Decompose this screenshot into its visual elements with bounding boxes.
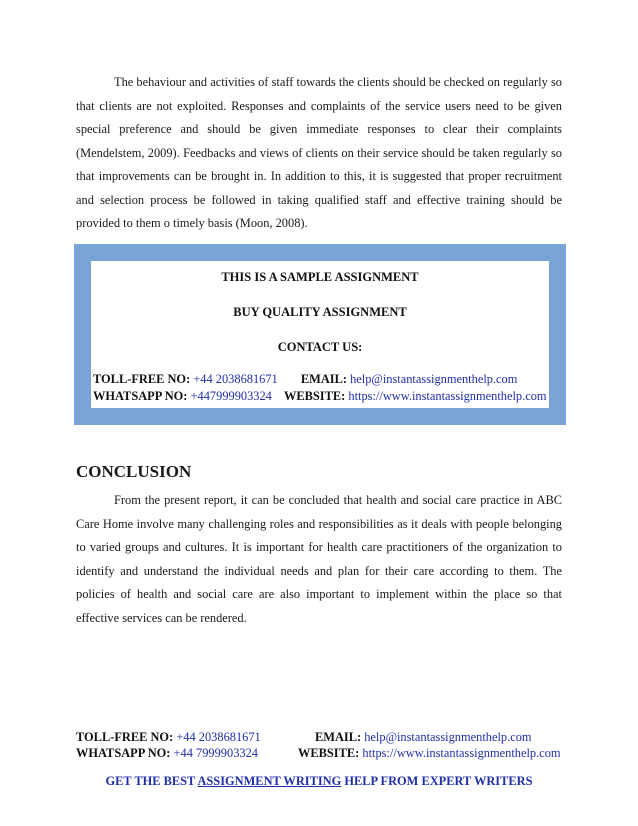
- banner-contact-heading: CONTACT US:: [277, 340, 363, 354]
- footer-website-label: WEBSITE:: [298, 746, 360, 760]
- banner-inner-box: [91, 261, 549, 408]
- banner-website-label: WEBSITE:: [284, 389, 346, 403]
- banner-buy-text: BUY QUALITY ASSIGNMENT: [233, 305, 407, 319]
- banner-whatsapp-label: WHATSAPP NO:: [93, 389, 188, 403]
- footer-whatsapp: [76, 746, 258, 761]
- footer-whatsapp-value[interactable]: +44 7999903324: [173, 746, 258, 760]
- banner-tollfree-label: TOLL-FREE NO:: [93, 372, 191, 386]
- footer-email-label: EMAIL:: [315, 730, 362, 744]
- cta-prefix: GET THE BEST: [105, 774, 196, 788]
- banner-contact-row-1: [93, 372, 517, 387]
- conclusion-heading: CONCLUSION: [76, 462, 192, 481]
- banner-title: THIS IS A SAMPLE ASSIGNMENT: [221, 270, 419, 284]
- footer-email-link[interactable]: help@instantassignmenthelp.com: [364, 730, 532, 744]
- paragraph-1-text: The behaviour and activities of staff towards the clients should be checked on regularly so that clients are not exploited. Responses and complaints of the service users need to be given special preference and should be given immediate responses to clear their complaints (Mendelstem, 2009). Feedbacks and views of clients on their service should be taken regularly so that improvements can be brought in. In addition to this, it is suggested that proper recruitment and selection process be followed in taking qualified staff and effective training should be provided to them o timely basis (Moon, 2008).: [76, 75, 562, 230]
- cta-assignment-writing-link[interactable]: ASSIGNMENT WRITING: [197, 774, 342, 788]
- paragraph-2-text: From the present report, it can be concluded that health and social care practice in ABC Care Home involve many challenging roles and responsibilities as it deals with people belonging to varied groups and cultures. It is important for health care practitioners of the organization to identify and understand the individual needs and plan for their care according to them. The policies of health and social care are also important to implement within the place so that effective services can be rendered.: [76, 493, 562, 625]
- body-paragraph-1: [76, 71, 562, 236]
- footer-tollfree: [76, 730, 261, 745]
- footer-tollfree-value[interactable]: +44 2038681671: [176, 730, 261, 744]
- footer-website: [298, 746, 561, 761]
- cta-suffix: HELP FROM EXPERT WRITERS: [344, 774, 533, 788]
- sample-assignment-banner: [74, 244, 566, 425]
- banner-email-label: EMAIL:: [300, 372, 347, 386]
- banner-contact-row-2: [93, 389, 547, 404]
- footer-tollfree-label: TOLL-FREE NO:: [76, 730, 174, 744]
- banner-email-link[interactable]: help@instantassignmenthelp.com: [350, 372, 518, 386]
- footer-website-link[interactable]: https://www.instantassignmenthelp.com: [362, 746, 561, 760]
- banner-tollfree-value[interactable]: +44 2038681671: [193, 372, 278, 386]
- body-paragraph-2: [76, 489, 562, 630]
- footer-cta: [0, 774, 638, 789]
- footer-whatsapp-label: WHATSAPP NO:: [76, 746, 171, 760]
- banner-whatsapp-value[interactable]: +447999903324: [190, 389, 272, 403]
- footer-email: [315, 730, 532, 745]
- banner-website-link[interactable]: https://www.instantassignmenthelp.com: [348, 389, 547, 403]
